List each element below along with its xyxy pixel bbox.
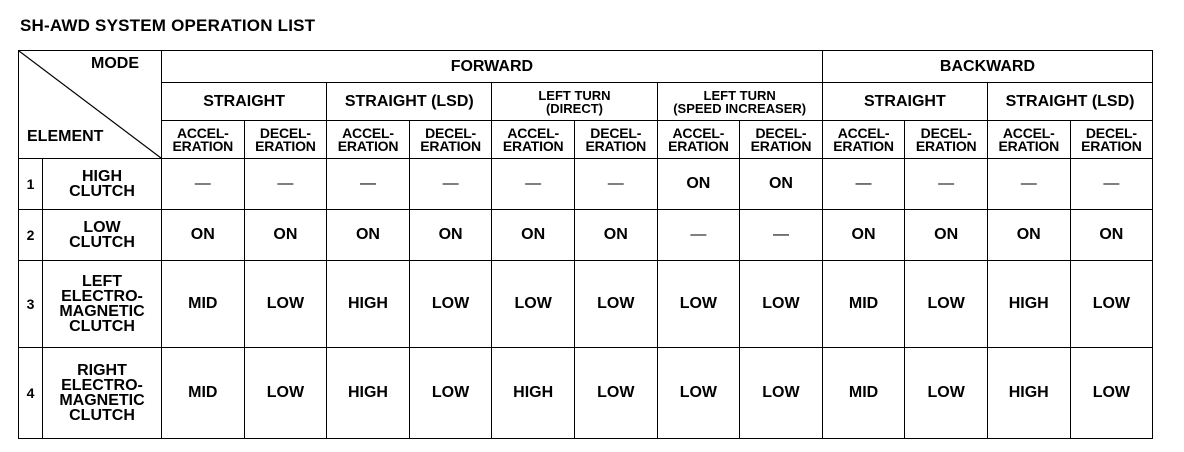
operation-table: [18, 50, 1153, 439]
table-cell: MID: [822, 261, 905, 348]
row-number: 3: [19, 261, 43, 348]
phase-label-line: DECEL-: [755, 124, 807, 141]
element-name: [43, 159, 162, 210]
group-header-forward: FORWARD: [162, 51, 823, 83]
table-cell: ON: [987, 210, 1070, 261]
table-cell: MID: [162, 261, 245, 348]
element-name: [43, 210, 162, 261]
table-cell: —: [162, 159, 245, 210]
table-cell: LOW: [905, 348, 988, 439]
table-cell: LOW: [244, 261, 327, 348]
phase-header: [1070, 121, 1153, 159]
phase-header: [162, 121, 245, 159]
phase-header: [244, 121, 327, 159]
subgroup-header: [657, 83, 822, 121]
phase-header: [409, 121, 492, 159]
table-cell: ON: [409, 210, 492, 261]
element-name: [43, 261, 162, 348]
element-name: [43, 348, 162, 439]
table-cell: —: [1070, 159, 1153, 210]
phase-label-line: ERATION: [668, 137, 729, 154]
table-cell: LOW: [657, 261, 740, 348]
phase-label-line: ACCEL-: [837, 124, 890, 141]
table-cell: —: [657, 210, 740, 261]
subgroup-header: [162, 83, 327, 121]
subgroup-header: [987, 83, 1152, 121]
row-number: 4: [19, 348, 43, 439]
phase-header: [657, 121, 740, 159]
document-title: SH-AWD SYSTEM OPERATION LIST: [20, 16, 316, 35]
table-row: [19, 159, 1153, 210]
phase-label-line: ACCEL-: [176, 124, 229, 141]
phase-header: [574, 121, 657, 159]
phase-header: [492, 121, 575, 159]
phase-label-line: ERATION: [172, 137, 234, 154]
element-name-line: MAGNETIC: [59, 392, 145, 409]
table-cell: —: [574, 159, 657, 210]
table-cell: MID: [822, 348, 905, 439]
phase-header: [987, 121, 1070, 159]
phase-header: [905, 121, 988, 159]
subgroup-label-line: STRAIGHT (LSD): [344, 92, 474, 110]
table-cell: —: [740, 210, 823, 261]
phase-label-line: ERATION: [585, 137, 647, 154]
corner-header: [19, 51, 162, 159]
subgroup-label-line: (SPEED INCREASER): [673, 100, 807, 116]
table-cell: MID: [162, 348, 245, 439]
phase-label-line: ACCEL-: [342, 124, 394, 141]
subgroup-row: [19, 83, 1153, 121]
phase-label-line: DECEL-: [259, 124, 311, 141]
table-cell: HIGH: [987, 261, 1070, 348]
table-cell: LOW: [740, 348, 823, 439]
subgroup-label-line: LEFT TURN: [538, 87, 611, 103]
element-name-line: LOW: [83, 219, 121, 236]
subgroup-label-line: STRAIGHT: [863, 92, 946, 110]
subgroup-label-line: STRAIGHT: [203, 92, 285, 110]
subgroup-label-line: STRAIGHT (LSD): [1005, 92, 1135, 110]
phase-label-line: ERATION: [420, 137, 481, 154]
phase-label-line: ERATION: [998, 137, 1060, 154]
table-row: [19, 261, 1153, 348]
table-cell: ON: [574, 210, 657, 261]
phase-label-line: ERATION: [915, 137, 977, 154]
element-name-line: CLUTCH: [69, 183, 135, 200]
table-cell: HIGH: [327, 261, 410, 348]
element-name-line: CLUTCH: [69, 318, 135, 335]
table-cell: —: [492, 159, 575, 210]
table-cell: LOW: [740, 261, 823, 348]
phase-label-line: ERATION: [255, 137, 316, 154]
table-cell: LOW: [574, 261, 657, 348]
phase-label-line: ACCEL-: [672, 124, 725, 141]
table-cell: ON: [740, 159, 823, 210]
table-cell: LOW: [905, 261, 988, 348]
element-name-line: ELECTRO-: [61, 377, 143, 394]
table-cell: ON: [162, 210, 245, 261]
subgroup-header: [492, 83, 657, 121]
phase-label-line: ERATION: [833, 137, 894, 154]
row-number: 2: [19, 210, 43, 261]
table-cell: —: [822, 159, 905, 210]
subgroup-header: [822, 83, 987, 121]
table-cell: LOW: [657, 348, 740, 439]
phase-header: [822, 121, 905, 159]
table-row: [19, 210, 1153, 261]
phase-label-line: ACCEL-: [507, 124, 560, 141]
table-cell: LOW: [409, 348, 492, 439]
phase-label-line: DECEL-: [1085, 124, 1137, 141]
phase-header: [327, 121, 410, 159]
table-cell: LOW: [1070, 348, 1153, 439]
table-cell: ON: [657, 159, 740, 210]
table-cell: HIGH: [987, 348, 1070, 439]
table-cell: —: [244, 159, 327, 210]
phase-label-line: ERATION: [337, 137, 399, 154]
element-label: ELEMENT: [27, 128, 104, 145]
phase-label-line: DECEL-: [920, 124, 972, 141]
phase-header: [740, 121, 823, 159]
subgroup-header: [327, 83, 492, 121]
table-cell: ON: [327, 210, 410, 261]
group-header-backward: BACKWARD: [822, 51, 1152, 83]
table-cell: —: [327, 159, 410, 210]
table-cell: ON: [905, 210, 988, 261]
table-cell: —: [409, 159, 492, 210]
subgroup-label-line: LEFT TURN: [703, 87, 776, 103]
row-number: 1: [19, 159, 43, 210]
element-name-line: CLUTCH: [69, 407, 135, 424]
table-cell: ON: [822, 210, 905, 261]
table-cell: LOW: [1070, 261, 1153, 348]
table-cell: HIGH: [327, 348, 410, 439]
phase-label-line: DECEL-: [590, 124, 642, 141]
element-name-line: MAGNETIC: [59, 303, 145, 320]
table-cell: ON: [1070, 210, 1153, 261]
phase-label-line: DECEL-: [425, 124, 477, 141]
phase-label-line: ERATION: [750, 137, 812, 154]
phase-row: [19, 121, 1153, 159]
table-row: [19, 348, 1153, 439]
table-cell: —: [905, 159, 988, 210]
element-name-line: CLUTCH: [69, 234, 135, 251]
table-cell: LOW: [574, 348, 657, 439]
table-cell: HIGH: [492, 348, 575, 439]
table-cell: LOW: [409, 261, 492, 348]
table-cell: LOW: [244, 348, 327, 439]
table-cell: ON: [244, 210, 327, 261]
element-name-line: RIGHT: [77, 362, 127, 379]
element-name-line: LEFT: [82, 273, 122, 290]
phase-label-line: ACCEL-: [1002, 124, 1055, 141]
element-name-line: ELECTRO-: [61, 288, 143, 305]
phase-label-line: ERATION: [502, 137, 564, 154]
mode-label: MODE: [91, 55, 139, 72]
element-name-line: HIGH: [82, 168, 122, 185]
table-cell: ON: [492, 210, 575, 261]
table-cell: LOW: [492, 261, 575, 348]
phase-label-line: ERATION: [1081, 137, 1142, 154]
subgroup-label-line: (DIRECT): [545, 100, 603, 116]
table-cell: —: [987, 159, 1070, 210]
